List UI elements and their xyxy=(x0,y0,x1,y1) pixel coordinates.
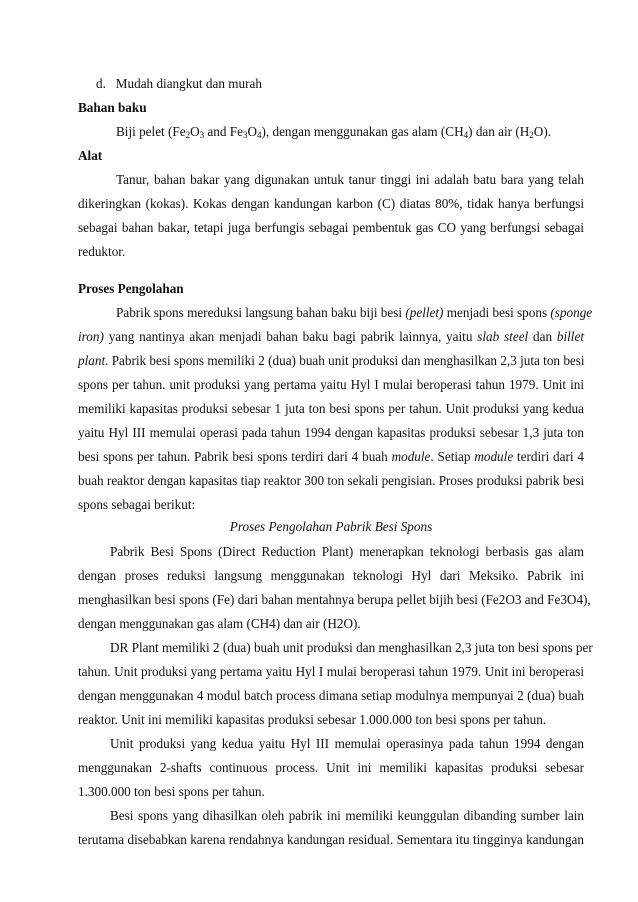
paragraph-line: DR Plant memiliki 2 (dua) buah unit produksi dan menghasilkan 2,3 juta ton besi spons per xyxy=(110,640,593,655)
proses-line: Pabrik spons mereduksi langsung bahan baku biji besi (pellet) menjadi besi spons (sponge xyxy=(116,305,593,320)
heading-proses-pengolahan: Proses Pengolahan xyxy=(78,281,184,296)
paragraph-line: dengan menggunakan 4 modul batch process dimana setiap modulnya mempunyai 2 (dua) buah xyxy=(78,688,584,703)
alat-line: reduktor. xyxy=(78,244,126,259)
paragraph-line: menghasilkan besi spons (Fe) dari bahan mentahnya berupa pellet bijih besi (Fe2O3 and Fe3O4), xyxy=(78,592,591,607)
heading-bahan-baku: Bahan baku xyxy=(78,100,147,115)
paragraph-line: tahun. Unit produksi yang pertama yaitu Hyl I mulai beroperasi tahun 1979. Unit ini beroperasi xyxy=(78,664,584,679)
proses-line: plant. Pabrik besi spons memiliki 2 (dua) buah unit produksi dan menghasilkan 2,3 juta ton besi xyxy=(78,353,585,368)
proses-line: besi spons per tahun. Pabrik besi spons terdiri dari 4 buah module. Setiap module terdiri dari 4 xyxy=(78,449,584,464)
section-title: Proses Pengolahan Pabrik Besi Spons xyxy=(229,519,433,534)
list-marker: d. xyxy=(96,76,106,91)
proses-line: spons per tahun. unit produksi yang pertama yaitu Hyl I mulai beroperasi tahun 1979. Unit ini xyxy=(78,377,584,392)
list-item-text: Mudah diangkut dan murah xyxy=(115,76,262,91)
list-item-d xyxy=(96,76,602,92)
proses-line: memiliki kapasitas produksi sebesar 1 juta ton besi spons per tahun. Unit produksi yang kedua xyxy=(78,401,584,416)
paragraph-line: Pabrik Besi Spons (Direct Reduction Plant) menerapkan teknologi berbasis gas alam xyxy=(110,544,584,559)
paragraph-line: Unit produksi yang kedua yaitu Hyl III memulai operasinya pada tahun 1994 dengan xyxy=(110,736,584,751)
heading-alat: Alat xyxy=(78,148,103,163)
proses-line: buah reaktor dengan kapasitas tiap reaktor 300 ton sekali pengisian. Proses produksi pabrik besi xyxy=(78,473,585,488)
alat-line: Tanur, bahan bakar yang digunakan untuk tanur tinggi ini adalah batu bara yang telah xyxy=(116,172,584,187)
proses-line: iron) yang nantinya akan menjadi bahan baku bagi pabrik lainnya, yaitu slab steel dan billet xyxy=(78,329,584,344)
paragraph-line: reaktor. Unit ini memiliki kapasitas produksi sebesar 1.000.000 ton besi spons per tahun. xyxy=(78,712,547,727)
paragraph-line: menggunakan 2-shafts continuous process. Unit ini memiliki kapasitas produksi sebesar xyxy=(78,760,584,775)
alat-line: sebagai bahan bakar, tetapi juga berfungis sebagai pembentuk gas CO yang berfungsi sebagai xyxy=(78,220,584,235)
paragraph-line: dengan menggunakan gas alam (CH4) dan air (H2O). xyxy=(78,616,361,631)
paragraph-line: terutama disebabkan karena rendahnya kandungan residual. Sementara itu tingginya kandungan xyxy=(78,832,584,847)
paragraph-line: 1.300.000 ton besi spons per tahun. xyxy=(78,784,265,799)
alat-line: dikeringkan (kokas). Kokas dengan kandungan karbon (C) diatas 80%, tidak hanya berfungsi xyxy=(78,196,584,211)
paragraph-line: Besi spons yang dihasilkan oleh pabrik ini memiliki keunggulan dibanding sumber lain xyxy=(110,808,584,823)
paragraph-line: dengan proses reduksi langsung menggunakan teknologi Hyl dari Meksiko. Pabrik ini xyxy=(78,568,584,583)
proses-line: spons sebagai berikut: xyxy=(78,497,196,512)
proses-line: yaitu Hyl III memulai operasi pada tahun 1994 dengan kapasitas produksi sebesar 1,3 juta ton xyxy=(78,425,584,440)
bahan-baku-text: Biji pelet ($Fe_2O_3$ and $Fe_3O_4$), dengan menggunakan gas alam $(CH_4)$ dan air $(H_2O)$. xyxy=(116,124,552,140)
